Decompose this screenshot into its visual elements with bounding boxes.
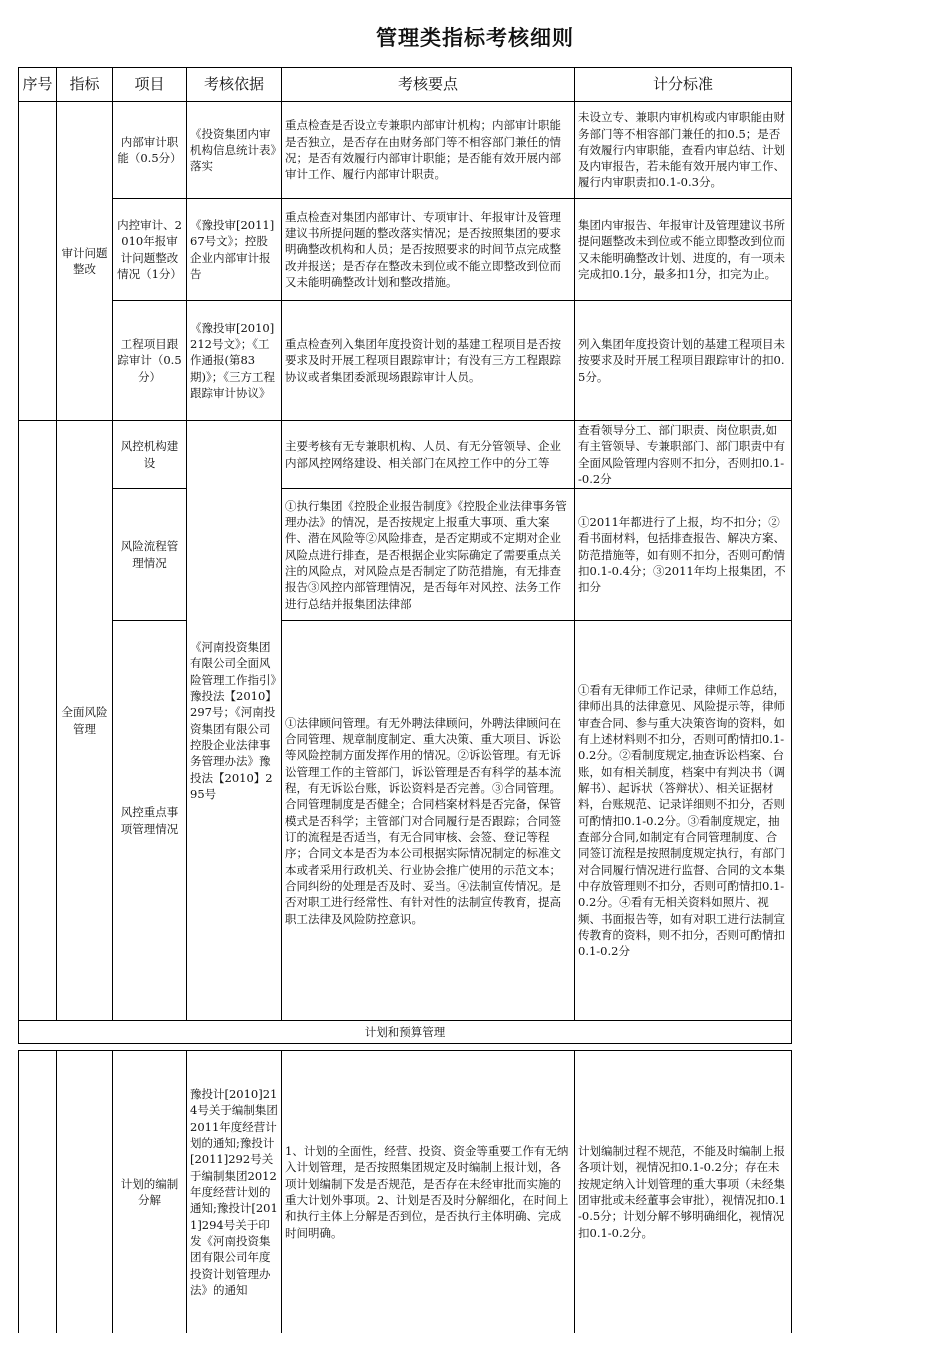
- standard-cell: 未设立专、兼职内审机构或内审职能由财务部门等不相容部门兼任的扣0.5；是否有效履行内审职能，查看内审总结、计划及内审报告，若未能有效开展内审工作、履行内审职责扣0.1-0.3分。: [575, 102, 792, 199]
- header-points: 考核要点: [282, 68, 575, 102]
- basis-cell: 《豫投审[2010]212号文》；《工作通报(第83期)》；《三方工程跟踪审计协议》: [187, 301, 282, 421]
- indicator-cell: 全面风险管理: [57, 421, 113, 1021]
- table-row: [19, 1051, 792, 1333]
- table-row: [19, 199, 792, 301]
- indicator-cell: [57, 1051, 113, 1333]
- standard-cell: 计划编制过程不规范，不能及时编制上报各项计划，视情况扣0.1-0.2分；存在未按规定纳入计划管理的重大事项（未经集团审批或未经董事会审批），视情况扣0.1-0.5分；计划分解不够明确细化，视情况扣0.1-0.2分。: [575, 1051, 792, 1333]
- points-cell: 1、计划的全面性，经营、投资、资金等重要工作有无纳入计划管理，是否按照集团规定及时编制上报计划，各项计划编制下发是否规范，是否存在未经审批而实施的重大计划外事项。2、计划是否及时分解细化，在时间上和执行主体上分解是否到位，是否执行主体明确、完成时间明确。: [282, 1051, 575, 1333]
- points-cell: ①法律顾问管理。有无外聘法律顾问，外聘法律顾问在合同管理、规章制度制定、重大决策、重大项目、诉讼等风险控制方面发挥作用的情况。②诉讼管理。有无诉讼管理工作的主管部门，诉讼管理是否有科学的基本流程，有无诉讼台账，诉讼资料是否完善。③合同管理。合同管理制度是否健全；合同档案材料是否完备，保管模式是否科学；主管部门对合同履行是否跟踪；合同签订的流程是否适当，有无合同审核、会签、登记等程序；合同文本是否为本公司根据实际情况制定的标准文本或者采用行政机关、行业协会推广使用的示范文本；合同纠纷的处理是否及时、妥当。④法制宣传情况。是否对职工进行经常性、有针对性的法制宣传教育，提高职工法律及风险防控意识。: [282, 621, 575, 1021]
- table-row: [19, 301, 792, 421]
- header-seq: 序号: [19, 68, 57, 102]
- table-row: [19, 621, 792, 1021]
- section-header-row: [19, 1021, 792, 1044]
- basis-cell: 豫投计[2010]214号关于编制集团2011年度经营计划的通知;豫投计[2011]292号关于编制集团2012年度经营计划的通知;豫投计[2011]294号关于印发《河南投资集团有限公司年度投资计划管理办法》的通知: [187, 1051, 282, 1333]
- standard-cell: 列入集团年度投资计划的基建工程项目未按要求及时开展工程项目跟踪审计的扣0.5分。: [575, 301, 792, 421]
- page-title: 管理类指标考核细则: [376, 26, 574, 50]
- standard-cell: ①2011年都进行了上报，均不扣分；②看书面材料，包括排查报告、解决方案、防范措施等，如有则不扣分，否则可酌情扣0.1-0.4分；③2011年均上报集团，不扣分: [575, 489, 792, 621]
- table-row: [19, 102, 792, 199]
- points-cell: 重点检查列入集团年度投资计划的基建工程项目是否按要求及时开展工程项目跟踪审计；有没有三方工程跟踪协议或者集团委派现场跟踪审计人员。: [282, 301, 575, 421]
- table-row: [19, 421, 792, 489]
- header-item: 项目: [113, 68, 187, 102]
- item-cell: 风控重点事项管理情况: [113, 621, 187, 1021]
- basis-cell: 《河南投资集团有限公司全面风险管理工作指引》豫投法【2010】297号；《河南投资集团有限公司控股企业法律事务管理办法》豫投法【2010】295号: [187, 421, 282, 1021]
- points-cell: 主要考核有无专兼职机构、人员、有无分管领导、企业内部风控网络建设、相关部门在风控工作中的分工等: [282, 421, 575, 489]
- assessment-table: [18, 67, 792, 1333]
- header-standard: 计分标准: [575, 68, 792, 102]
- basis-cell: 《投资集团内审机构信息统计表》落实: [187, 102, 282, 199]
- indicator-cell: 审计问题整改: [57, 102, 113, 421]
- points-cell: ①执行集团《控股企业报告制度》《控股企业法律事务管理办法》的情况，是否按规定上报重大事项、重大案件、潜在风险等②风险排查，是否定期或不定期对企业风险点进行排查，是否根据企业实际确定了需要重点关注的风险点，对风险点是否制定了防范措施，有无排查报告③风控内部管理情况，是否每年对风控、法务工作进行总结并报集团法律部: [282, 489, 575, 621]
- item-cell: 计划的编制分解: [113, 1051, 187, 1333]
- standard-cell: ①看有无律师工作记录，律师工作总结，律师出具的法律意见、风险提示等，律师审查合同、参与重大决策咨询的资料，如有上述材料则不扣分，否则可酌情扣0.1-0.2分。②看制度规定,抽查诉讼档案、台账，如有相关制度，档案中有判决书（调解书）、起诉状（答辩状）、相关证据材料，台账规范、记录详细则不扣分，否则可酌情扣0.1-0.2分。③看制度规定，抽查部分合同,如制定有合同管理制度、合同签订流程是按照制度规定执行，有部门对合同履行情况进行监督、合同的文本集中存放管理则不扣分，否则可酌情扣0.1-0.2分。④看有无相关资料如照片、视频、书面报告等，如有对职工进行法制宣传教育的资料，则不扣分，否则可酌情扣0.1-0.2分: [575, 621, 792, 1021]
- standard-cell: 查看领导分工、部门职责、岗位职责,如有主管领导、专兼职部门、部门职责中有全面风险管理内容则不扣分，否则扣0.1--0.2分: [575, 421, 792, 489]
- points-cell: 重点检查对集团内部审计、专项审计、年报审计及管理建议书所提问题的整改落实情况；是否按照集团的要求明确整改机构和人员；是否按照要求的时间节点完成整改并报送；是否存在整改未到位或不能立即整改到位而又未能明确整改计划和整改措施。: [282, 199, 575, 301]
- section-gap: [19, 1044, 792, 1051]
- header-indicator: 指标: [57, 68, 113, 102]
- item-cell: 风控机构建设: [113, 421, 187, 489]
- standard-cell: 集团内审报告、年报审计及管理建议书所提问题整改未到位或不能立即整改到位而又未能明确整改计划、进度的，有一项未完成扣0.1分，最多扣1分，扣完为止。: [575, 199, 792, 301]
- item-cell: 内控审计、2010年报审计问题整改情况（1分）: [113, 199, 187, 301]
- item-cell: 内部审计职能（0.5分）: [113, 102, 187, 199]
- item-cell: 风险流程管理情况: [113, 489, 187, 621]
- points-cell: 重点检查是否设立专兼职内部审计机构；内部审计职能是否独立，是否存在由财务部门等不相容部门兼任的情况；是否有效履行内部审计职能；是否能有效开展内部审计工作、履行内部审计职责。: [282, 102, 575, 199]
- seq-cell: [19, 102, 57, 421]
- item-cell: 工程项目跟踪审计（0.5分）: [113, 301, 187, 421]
- seq-cell: [19, 421, 57, 1021]
- table-header-row: [19, 68, 792, 102]
- table-row: [19, 489, 792, 621]
- basis-cell: 《豫投审[2011]67号文》；控股企业内部审计报告: [187, 199, 282, 301]
- header-basis: 考核依据: [187, 68, 282, 102]
- section-title: 计划和预算管理: [19, 1021, 792, 1044]
- seq-cell: [19, 1051, 57, 1333]
